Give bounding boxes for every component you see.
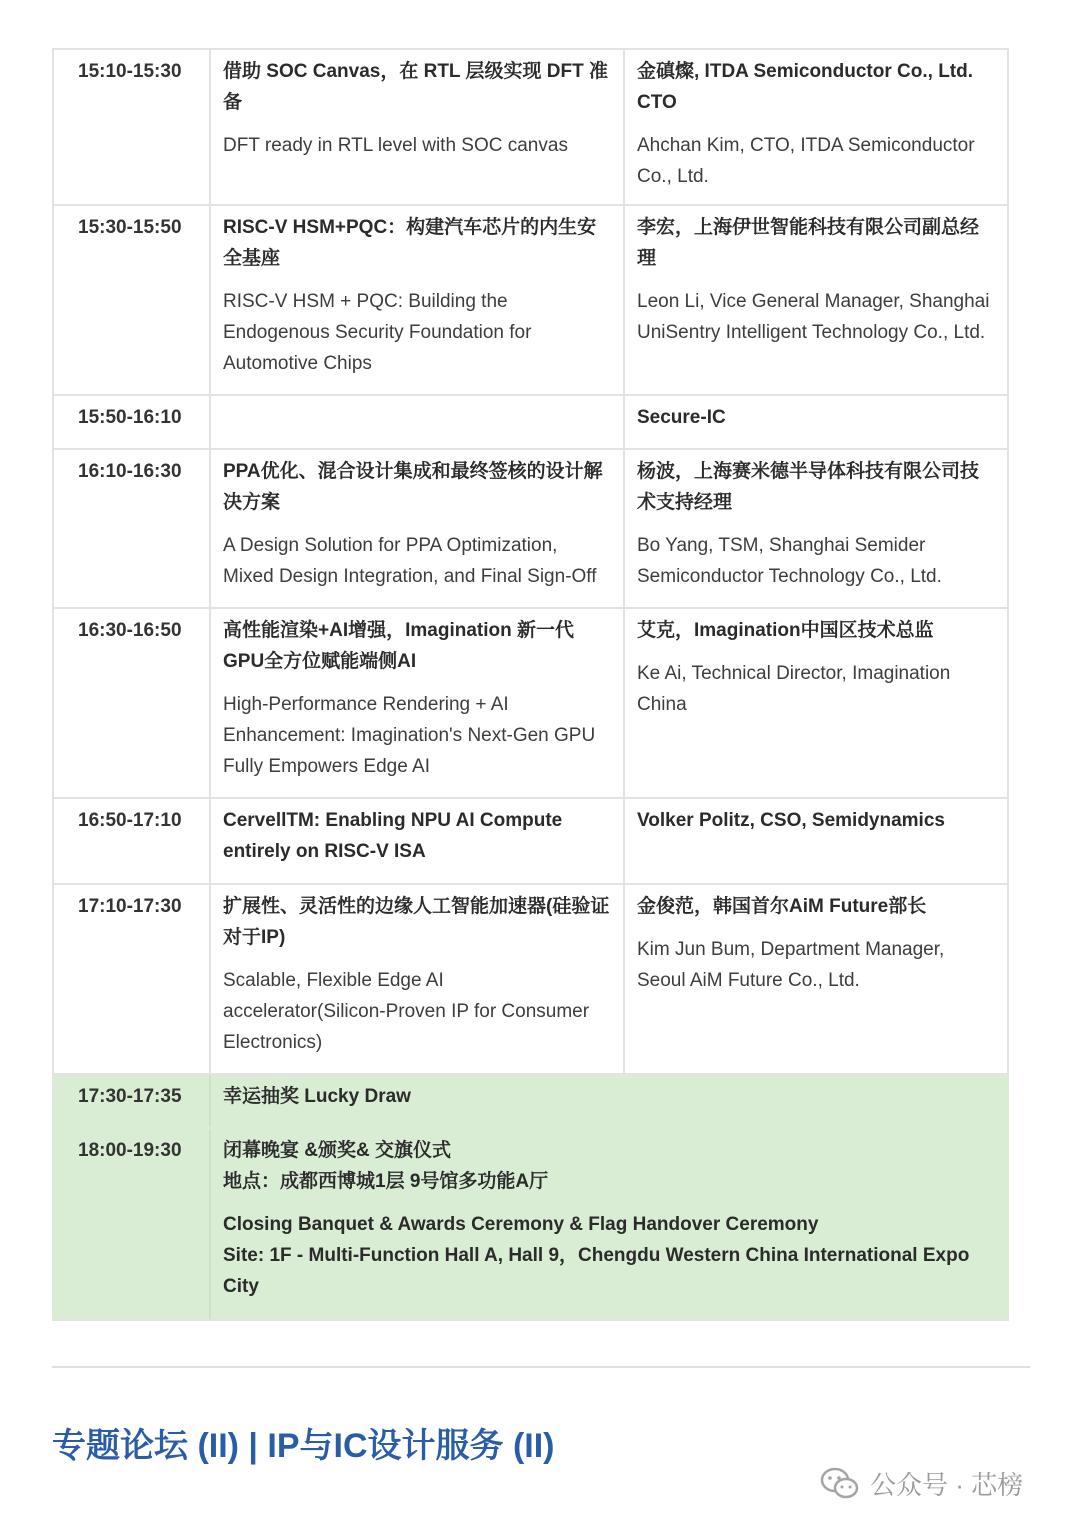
session-topic xyxy=(210,798,624,884)
session-topic xyxy=(210,608,624,798)
agenda-row xyxy=(53,608,1008,798)
session-time: 15:30-15:50 xyxy=(53,205,210,395)
topic-chinese: CervellTM: Enabling NPU AI Compute entirely on RISC-V ISA xyxy=(223,810,563,862)
session-time: 15:50-16:10 xyxy=(53,395,210,449)
speaker-english: Ahchan Kim, CTO, ITDA Semiconductor Co., Ltd. xyxy=(637,135,975,187)
session-time: 15:10-15:30 xyxy=(53,49,210,205)
speaker-chinese: 艾克，Imagination中国区技术总监 xyxy=(637,620,934,641)
session-topic xyxy=(210,49,624,205)
topic-english: DFT ready in RTL level with SOC canvas xyxy=(223,135,568,156)
session-time: 17:30-17:35 xyxy=(53,1074,210,1128)
speaker-chinese: 李宏，上海伊世智能科技有限公司副总经理 xyxy=(637,217,980,269)
agenda-row xyxy=(53,884,1008,1074)
session-speaker xyxy=(624,884,1008,1074)
banquet-site-english: Site: 1F - Multi-Function Hall A, Hall 9，Chengdu Western China International Expo City xyxy=(223,1245,970,1297)
session-time: 18:00-19:30 xyxy=(53,1128,210,1320)
wechat-watermark xyxy=(820,1465,1023,1502)
session-time: 16:30-16:50 xyxy=(53,608,210,798)
topic-chinese: 高性能渲染+AI增强，Imagination 新一代GPU全方位赋能端侧AI xyxy=(223,620,574,672)
agenda-row xyxy=(53,49,1008,205)
session-speaker xyxy=(624,449,1008,608)
speaker-english: Leon Li, Vice General Manager, Shanghai UniSentry Intelligent Technology Co., Ltd. xyxy=(637,291,990,343)
topic-english: High-Performance Rendering + AI Enhancement: Imagination's Next-Gen GPU Fully Empowers Edge AI xyxy=(223,694,596,777)
session-speaker xyxy=(624,49,1008,205)
topic-chinese: 扩展性、灵活性的边缘人工智能加速器(硅验证对于IP) xyxy=(223,896,610,948)
lucky-draw-label: 幸运抽奖 Lucky Draw xyxy=(223,1086,411,1107)
topic-chinese: RISC-V HSM+PQC：构建汽车芯片的内生安全基座 xyxy=(223,217,597,269)
speaker-chinese: Secure-IC xyxy=(637,407,726,428)
lucky-draw-cell xyxy=(210,1074,1008,1128)
session-time: 17:10-17:30 xyxy=(53,884,210,1074)
topic-english: Scalable, Flexible Edge AI accelerator(Silicon-Proven IP for Consumer Electronics) xyxy=(223,970,590,1053)
agenda-row xyxy=(53,798,1008,884)
closing-banquet-cell xyxy=(210,1128,1008,1320)
session-speaker xyxy=(624,395,1008,449)
speaker-english: Ke Ai, Technical Director, Imagination China xyxy=(637,663,951,715)
agenda-row xyxy=(53,395,1008,449)
watermark-text: 公众号 · 芯榜 xyxy=(870,1470,1024,1500)
agenda-table xyxy=(52,48,1009,1321)
session-speaker xyxy=(624,608,1008,798)
session-time: 16:10-16:30 xyxy=(53,449,210,608)
banquet-title-english: Closing Banquet & Awards Ceremony & Flag Handover Ceremony xyxy=(223,1214,819,1235)
session-speaker xyxy=(624,798,1008,884)
banquet-title-chinese: 闭幕晚宴 &颁奖& 交旗仪式 xyxy=(223,1140,452,1161)
topic-english: RISC-V HSM + PQC: Building the Endogenous Security Foundation for Automotive Chips xyxy=(223,291,532,374)
session-topic xyxy=(210,449,624,608)
session-topic xyxy=(210,884,624,1074)
session-topic xyxy=(210,205,624,395)
agenda-row xyxy=(53,449,1008,608)
speaker-chinese: 金俊范，韩国首尔AiM Future部长 xyxy=(637,896,927,917)
wechat-icon xyxy=(820,1467,860,1501)
speaker-english: Kim Jun Bum, Department Manager, Seoul AiM Future Co., Ltd. xyxy=(637,939,945,991)
session-topic xyxy=(210,395,624,449)
topic-chinese: PPA优化、混合设计集成和最终签核的设计解决方案 xyxy=(223,461,603,513)
section-divider xyxy=(52,1366,1030,1368)
speaker-chinese: Volker Politz, CSO, Semidynamics xyxy=(637,810,945,831)
speaker-chinese: 杨波，上海赛米德半导体科技有限公司技术支持经理 xyxy=(637,461,980,513)
topic-english: A Design Solution for PPA Optimization, Mixed Design Integration, and Final Sign-Off xyxy=(223,535,597,587)
highlight-row-closing-banquet xyxy=(53,1128,1008,1320)
highlight-row-lucky-draw xyxy=(53,1074,1008,1128)
session-speaker xyxy=(624,205,1008,395)
banquet-site-chinese: 地点：成都西博城1层 9号馆多功能A厅 xyxy=(223,1171,549,1192)
agenda-row xyxy=(53,205,1008,395)
speaker-english: Bo Yang, TSM, Shanghai Semider Semiconductor Technology Co., Ltd. xyxy=(637,535,942,587)
section-title: 专题论坛 (II) | IP与IC设计服务 (II) xyxy=(52,1427,555,1465)
session-time: 16:50-17:10 xyxy=(53,798,210,884)
speaker-chinese: 金磌燦, ITDA Semiconductor Co., Ltd. CTO xyxy=(637,61,974,113)
topic-chinese: 借助 SOC Canvas，在 RTL 层级实现 DFT 准备 xyxy=(223,61,608,113)
